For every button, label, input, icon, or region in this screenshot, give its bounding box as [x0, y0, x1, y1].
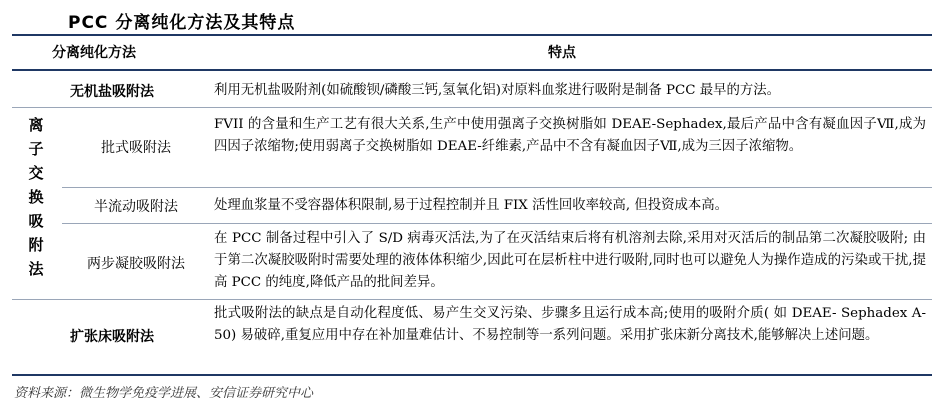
top-rule: [12, 34, 932, 36]
row-divider: [12, 107, 932, 108]
feature-semi-flow: 处理血浆量不受容器体积限制,易于过程控制并且 FIX 活性回收率较高, 但投资成本高。: [214, 198, 729, 213]
feature-inorganic-salt: 利用无机盐吸附剂(如硫酸钡/磷酸三钙,氢氧化铝)对原料血浆进行吸附是制备 PCC 最早的方法。: [214, 83, 781, 98]
group-label-ion-exchange: [24, 113, 48, 281]
method-batch: 批式吸附法: [101, 140, 171, 156]
group-char: 法: [28, 260, 44, 278]
table-title: PCC 分离纯化方法及其特点: [68, 13, 296, 33]
header-feature: 特点: [548, 45, 576, 61]
method-inorganic-salt: 无机盐吸附法: [70, 84, 154, 100]
row-divider: [62, 223, 932, 224]
source-note: 资料来源：微生物学免疫学进展、安信证券研究中心: [14, 386, 314, 401]
group-char: 换: [28, 188, 44, 206]
header-method: 分离纯化方法: [52, 45, 136, 61]
method-semi-flow: 半流动吸附法: [94, 199, 178, 215]
feature-batch: FVII 的含量和生产工艺有很大关系,生产中使用强离子交换树脂如 DEAE-Sephadex,最后产品中含有凝血因子Ⅶ,成为四因子浓缩物;使用弱离子交换树脂如 DEAE-纤维素,产品中不含有凝血因子Ⅶ,成为三因子浓缩物。: [214, 117, 926, 154]
group-char: 附: [28, 236, 44, 254]
feature-two-step-gel: 在 PCC 制备过程中引入了 S/D 病毒灭活法,为了在灭活结束后将有机溶剂去除,采用对灭活后的制品第二次凝胶吸附; 由于第二次凝胶吸附时需要处理的液体体积缩少,因此可在层析柱中进行吸附,同时也可以避免人为操作造成的污染或干扰,提高 PCC 的纯度,降低产品的批间差异。: [214, 231, 926, 290]
group-char: 离: [28, 116, 44, 134]
bottom-rule: [12, 374, 932, 376]
header-rule: [12, 69, 932, 71]
row-divider: [62, 187, 932, 188]
feature-expanded-bed: 批式吸附法的缺点是自动化程度低、易产生交叉污染、步骤多且运行成本高;使用的吸附介质( 如 DEAE- Sephadex A-50) 易破碎,重复应用中存在补加量难估计、不易控制等一系列问题。采用扩张床新分离技术,能够解决上述问题。: [214, 306, 926, 343]
method-two-step-gel: 两步凝胶吸附法: [87, 256, 185, 272]
group-char: 交: [28, 164, 44, 182]
group-char: 子: [28, 140, 44, 158]
method-expanded-bed: 扩张床吸附法: [70, 329, 154, 345]
group-char: 吸: [28, 212, 44, 230]
row-divider: [12, 299, 932, 300]
